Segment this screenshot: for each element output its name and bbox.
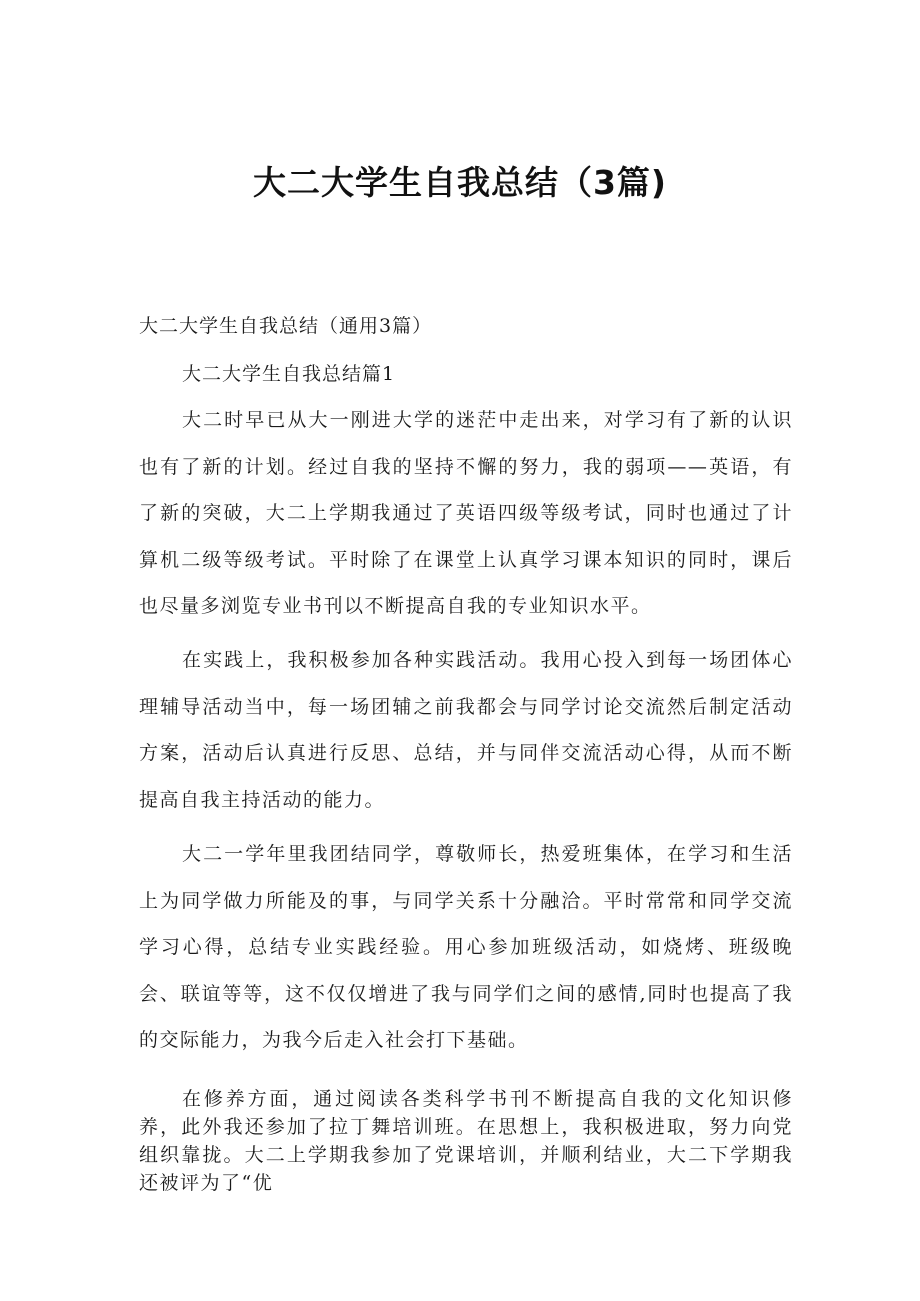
document-subtitle: 大二大学生自我总结（通用3篇） <box>139 315 433 337</box>
paragraph-1: 大二时早已从大一刚进大学的迷茫中走出来，对学习有了新的认识也有了新的计划。经过自我的坚持不懈的努力，我的弱项——英语，有了新的突破，大二上学期我通过了英语四级等级考试，同时也通过了计算机二级等级考试。平时除了在课堂上认真学习课本知识的同时，课后也尽量多浏览专业书刊以不断提高自我的专业知识水平。 <box>139 409 793 617</box>
document-title: 大二大学生自我总结（3篇) <box>252 163 668 202</box>
paragraph-3: 大二一学年里我团结同学，尊敬师长，热爱班集体，在学习和生活上为同学做力所能及的事，与同学关系十分融洽。平时常常和同学交流学习心得，总结专业实践经验。用心参加班级活动，如烧烤、班级晚会、联谊等等，这不仅仅增进了我与同学们之间的感情,同时也提高了我的交际能力，为我今后走入社会打下基础。 <box>139 843 793 1051</box>
paragraph-2: 在实践上，我积极参加各种实践活动。我用心投入到每一场团体心理辅导活动当中，每一场团辅之前我都会与同学讨论交流然后制定活动方案，活动后认真进行反思、总结，并与同伴交流活动心得，从而不断提高自我主持活动的能力。 <box>139 649 793 811</box>
paragraph-4: 在修养方面，通过阅读各类科学书刊不断提高自我的文化知识修养，此外我还参加了拉丁舞培训班。在思想上，我积极进取，努力向党组织靠拢。大二上学期我参加了党课培训，并顺利结业，大二下学期我还被评为了“优 <box>139 1088 793 1194</box>
section-heading: 大二大学生自我总结篇1 <box>182 363 396 385</box>
